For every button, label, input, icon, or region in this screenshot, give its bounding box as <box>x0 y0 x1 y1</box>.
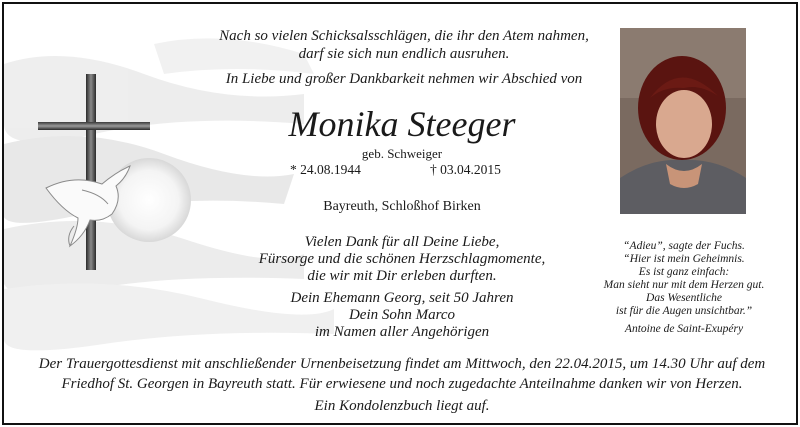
thanks-line-2: Fürsorge und die schönen Herzschlagmomente, <box>258 251 546 267</box>
portrait-photo <box>620 28 746 214</box>
death-date: † 03.04.2015 <box>430 162 501 177</box>
thanks-line-3: die wir mit Dir erleben durften. <box>307 268 497 284</box>
maiden-name: geb. Schweiger <box>361 146 443 161</box>
thanks-line-1: Vielen Dank für all Deine Liebe, <box>304 234 500 250</box>
moon-icon <box>107 158 191 242</box>
obituary-notice <box>2 2 798 425</box>
service-line-3: Ein Kondolenzbuch liegt auf. <box>314 398 490 414</box>
quote-line-2: “Hier ist mein Geheimnis. <box>623 253 745 265</box>
residence: Bayreuth, Schloßhof Birken <box>323 199 481 214</box>
quote-line-5: Das Wesentliche <box>646 292 722 304</box>
mourner-line-1: Dein Ehemann Georg, seit 50 Jahren <box>290 290 514 306</box>
birth-date: * 24.08.1944 <box>290 162 361 177</box>
quote-line-3: Es ist ganz einfach: <box>638 266 730 278</box>
service-line-2: Friedhof St. Georgen in Bayreuth statt. Für erwiesene und noch zugedachte Anteilnahme danken wir von Herzen. <box>61 376 743 392</box>
intro-line-1: Nach so vielen Schicksalsschlägen, die ihr den Atem nahmen, <box>219 28 589 44</box>
intro-line-3: In Liebe und großer Dankbarkeit nehmen wir Abschied von <box>225 71 583 87</box>
service-line-1: Der Trauergottesdienst mit anschließender Urnenbeisetzung findet am Mittwoch, den 22.04.2015, um 14.30 Uhr auf dem <box>38 356 766 372</box>
mourner-line-2: Dein Sohn Marco <box>348 307 456 323</box>
mourner-line-3: im Namen aller Angehörigen <box>314 324 490 340</box>
quote-line-4: Man sieht nur mit dem Herzen gut. <box>603 279 765 291</box>
quote-author: Antoine de Saint-Exupéry <box>624 323 744 335</box>
deceased-name: Monika Steeger <box>288 104 516 144</box>
intro-line-2: darf sie sich nun endlich ausruhen. <box>298 46 510 62</box>
quote-line-1: “Adieu”, sagte der Fuchs. <box>623 240 745 252</box>
quote-line-6: ist für die Augen unsichtbar.” <box>615 305 753 317</box>
